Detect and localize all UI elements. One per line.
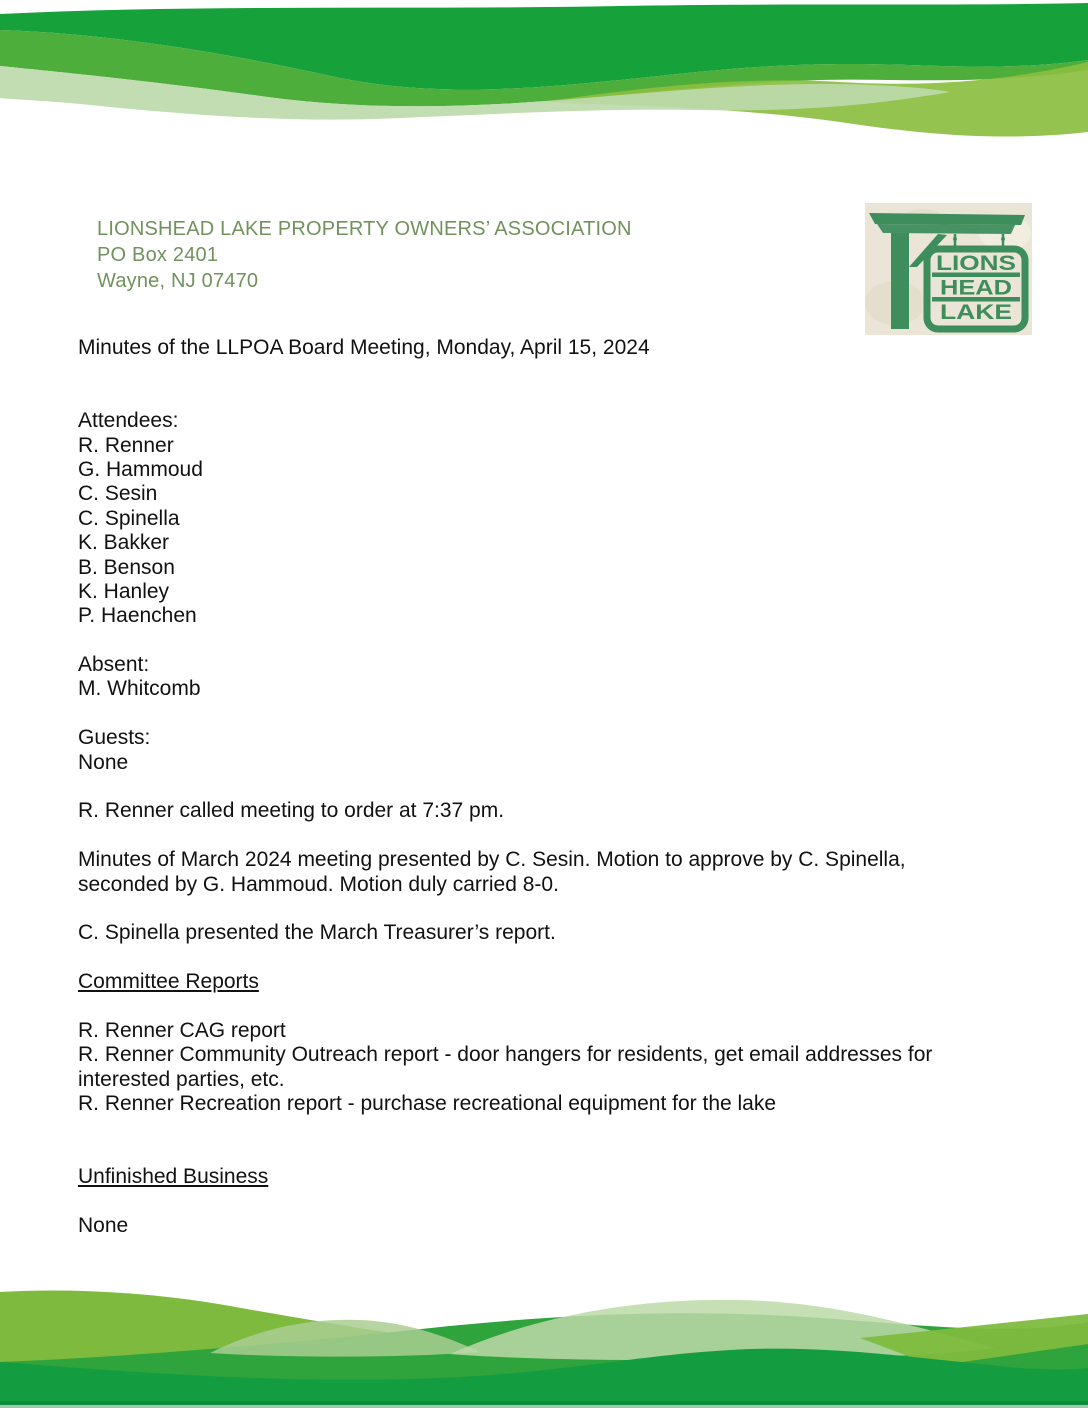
address-line: Wayne, NJ 07470 bbox=[97, 270, 259, 292]
sign-word: HEAD bbox=[940, 276, 1012, 300]
top-banner-wave-graphic bbox=[0, 0, 1088, 150]
sign-word: LAKE bbox=[940, 301, 1012, 324]
treasurer-report-line: C. Spinella presented the March Treasurer’s report. bbox=[78, 921, 556, 945]
committee-reports-heading: Committee Reports bbox=[78, 970, 259, 994]
attendee-name: C. Spinella bbox=[78, 506, 180, 530]
address-line: PO Box 2401 bbox=[97, 244, 219, 266]
letterhead bbox=[97, 216, 632, 294]
absent-name: M. Whitcomb bbox=[78, 677, 201, 701]
bottom-banner-wave-graphic bbox=[0, 1258, 1088, 1408]
absent-heading: Absent: bbox=[78, 653, 150, 677]
sign-word: LIONS bbox=[936, 252, 1016, 275]
unfinished-business-heading: Unfinished Business bbox=[78, 1165, 269, 1189]
attendees-heading: Attendees: bbox=[78, 409, 179, 433]
attendee-name: R. Renner bbox=[78, 433, 174, 457]
minutes-approval-line: Minutes of March 2024 meeting presented by C. Sesin. Motion to approve by C. Spinella, bbox=[78, 848, 906, 872]
call-to-order-line: R. Renner called meeting to order at 7:37 pm. bbox=[78, 799, 505, 823]
guest-entry: None bbox=[78, 750, 129, 774]
attendee-name: C. Sesin bbox=[78, 482, 158, 506]
organization-name: LIONSHEAD LAKE PROPERTY OWNERS’ ASSOCIATION bbox=[97, 218, 632, 240]
lionshead-lake-sign-logo bbox=[865, 203, 1032, 335]
guests-heading: Guests: bbox=[78, 726, 151, 750]
attendee-name: B. Benson bbox=[78, 555, 175, 579]
doc-title: Minutes of the LLPOA Board Meeting, Monday, April 15, 2024 bbox=[78, 336, 650, 359]
committee-report-line: R. Renner Recreation report - purchase recreational equipment for the lake bbox=[78, 1092, 777, 1116]
minutes-approval-line: seconded by G. Hammoud. Motion duly carried 8-0. bbox=[78, 872, 559, 896]
attendee-name: K. Bakker bbox=[78, 531, 170, 555]
committee-report-line: R. Renner Community Outreach report - door hangers for residents, get email addresses for bbox=[78, 1043, 933, 1067]
committee-report-line: interested parties, etc. bbox=[78, 1067, 285, 1091]
attendee-name: G. Hammoud bbox=[78, 457, 203, 481]
minutes-body bbox=[78, 336, 1023, 1238]
committee-report-line: R. Renner CAG report bbox=[78, 1018, 286, 1042]
unfinished-business-entry: None bbox=[78, 1214, 129, 1238]
attendee-name: K. Hanley bbox=[78, 579, 170, 603]
attendee-name: P. Haenchen bbox=[78, 604, 197, 628]
